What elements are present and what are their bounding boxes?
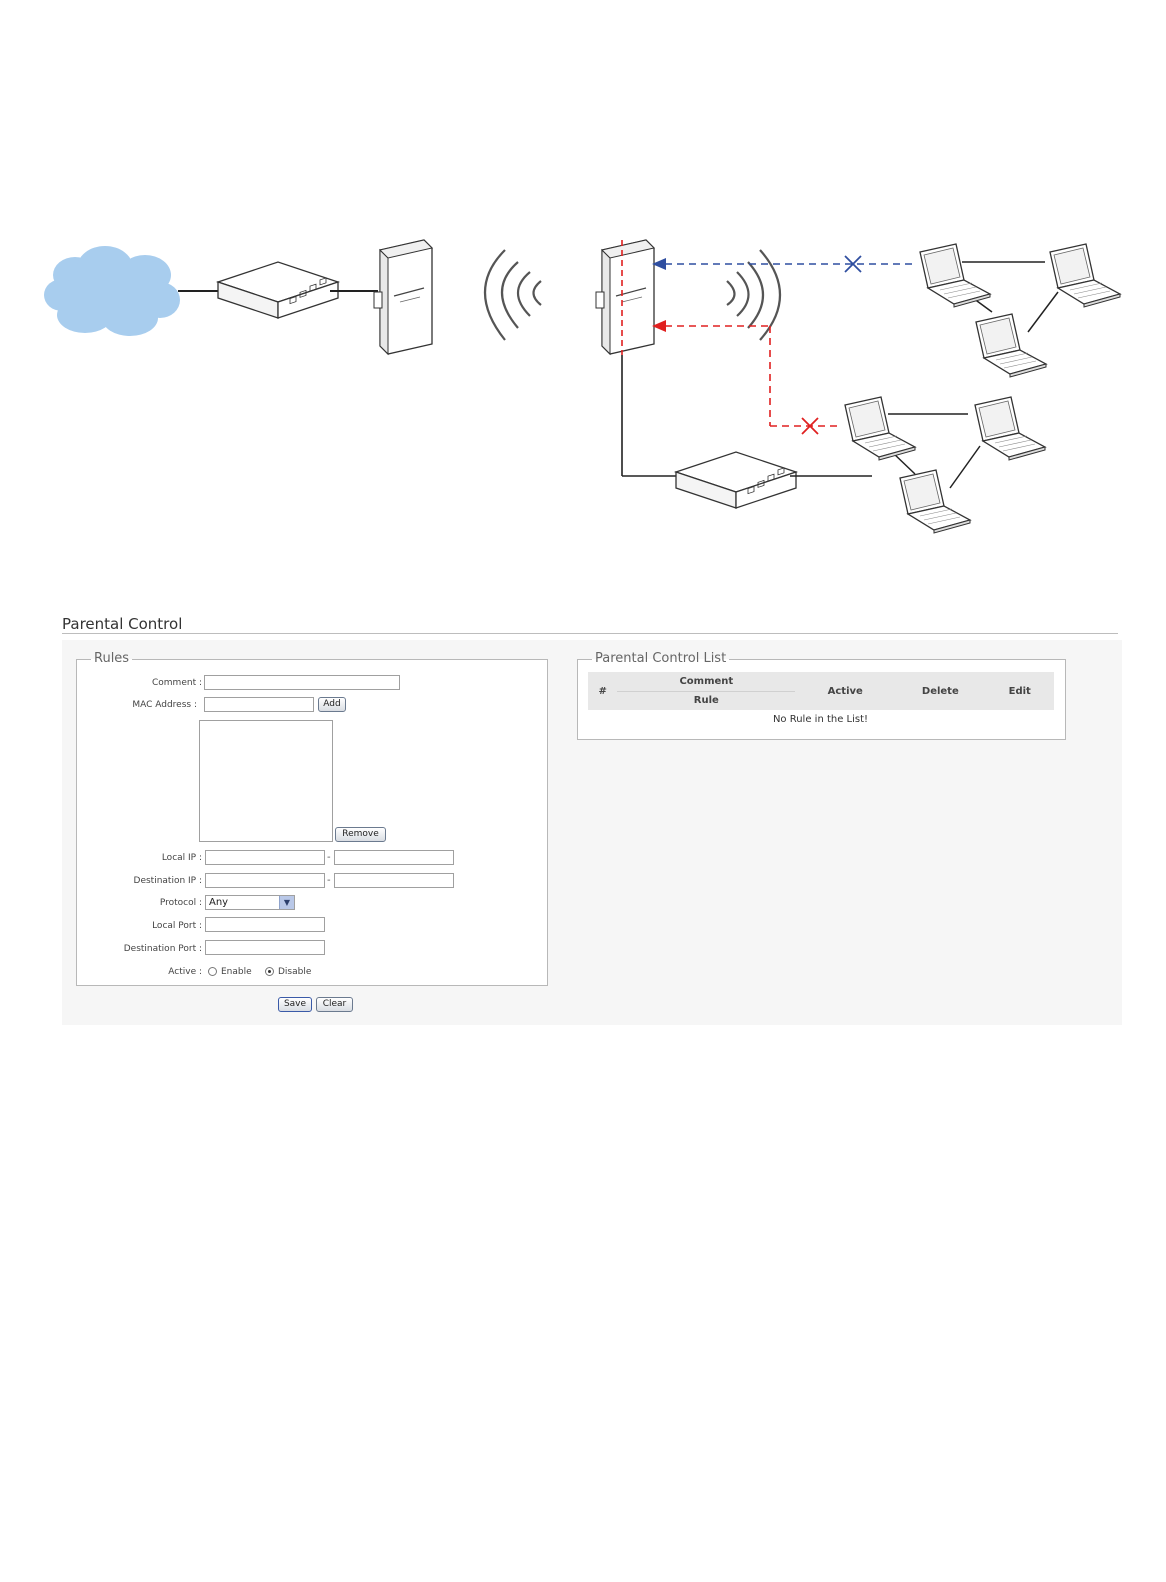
protocol-select[interactable] bbox=[205, 895, 295, 910]
protocol-label: Protocol : bbox=[159, 898, 202, 908]
local-ip-label: Local IP : bbox=[161, 853, 202, 863]
laptop-icon bbox=[920, 244, 990, 307]
wireless-signal-icon bbox=[485, 250, 541, 340]
column-header-delete: Delete bbox=[895, 672, 985, 710]
laptop-icon bbox=[975, 397, 1045, 460]
remove-button[interactable]: Remove bbox=[335, 827, 386, 842]
add-button[interactable]: Add bbox=[318, 697, 346, 712]
column-header-edit: Edit bbox=[985, 672, 1054, 710]
comment-input[interactable] bbox=[204, 675, 400, 690]
enable-radio-label: Enable bbox=[221, 967, 252, 977]
switch-icon bbox=[676, 452, 796, 508]
disable-radio-label: Disable bbox=[278, 967, 312, 977]
mac-address-label: MAC Address : bbox=[132, 700, 197, 710]
save-button[interactable]: Save bbox=[278, 997, 312, 1012]
switch-icon bbox=[218, 262, 338, 318]
destination-ip-start-input[interactable] bbox=[205, 873, 325, 888]
page-title: Parental Control bbox=[62, 615, 183, 633]
access-point-icon bbox=[374, 240, 432, 354]
blocked-x-icon bbox=[802, 418, 818, 434]
destination-ip-end-input[interactable] bbox=[334, 873, 454, 888]
empty-list-message: No Rule in the List! bbox=[588, 710, 1054, 728]
network-diagram bbox=[0, 0, 1166, 560]
local-ip-separator: - bbox=[327, 852, 331, 863]
rules-legend: Rules bbox=[94, 651, 130, 666]
clear-button[interactable]: Clear bbox=[316, 997, 353, 1012]
column-header-rule: Rule bbox=[617, 691, 795, 710]
parental-control-list-legend: Parental Control List bbox=[595, 651, 727, 666]
destination-port-input[interactable] bbox=[205, 940, 325, 955]
title-divider bbox=[62, 633, 1118, 634]
destination-ip-separator: - bbox=[327, 875, 331, 886]
laptop-icon bbox=[976, 314, 1046, 377]
local-port-input[interactable] bbox=[205, 917, 325, 932]
mac-address-input[interactable] bbox=[204, 697, 314, 712]
local-ip-end-input[interactable] bbox=[334, 850, 454, 865]
access-point-icon bbox=[596, 240, 654, 354]
enable-radio[interactable] bbox=[208, 967, 217, 976]
mac-address-list[interactable] bbox=[199, 720, 333, 842]
laptop-icon bbox=[900, 470, 970, 533]
comment-label: Comment : bbox=[152, 678, 202, 688]
column-header-number: # bbox=[588, 672, 617, 710]
column-header-comment: Comment bbox=[617, 672, 795, 691]
laptop-icon bbox=[1050, 244, 1120, 307]
chevron-down-icon[interactable]: ▼ bbox=[279, 896, 294, 909]
destination-port-label: Destination Port : bbox=[123, 944, 202, 954]
column-header-active: Active bbox=[795, 672, 895, 710]
laptop-icon bbox=[845, 397, 915, 460]
parental-control-table bbox=[588, 672, 1054, 728]
internet-cloud-icon bbox=[44, 246, 180, 336]
local-port-label: Local Port : bbox=[152, 921, 202, 931]
protocol-selected-value: Any bbox=[209, 897, 229, 908]
active-label: Active : bbox=[168, 967, 202, 977]
local-ip-start-input[interactable] bbox=[205, 850, 325, 865]
destination-ip-label: Destination IP : bbox=[133, 876, 202, 886]
disable-radio[interactable] bbox=[265, 967, 274, 976]
